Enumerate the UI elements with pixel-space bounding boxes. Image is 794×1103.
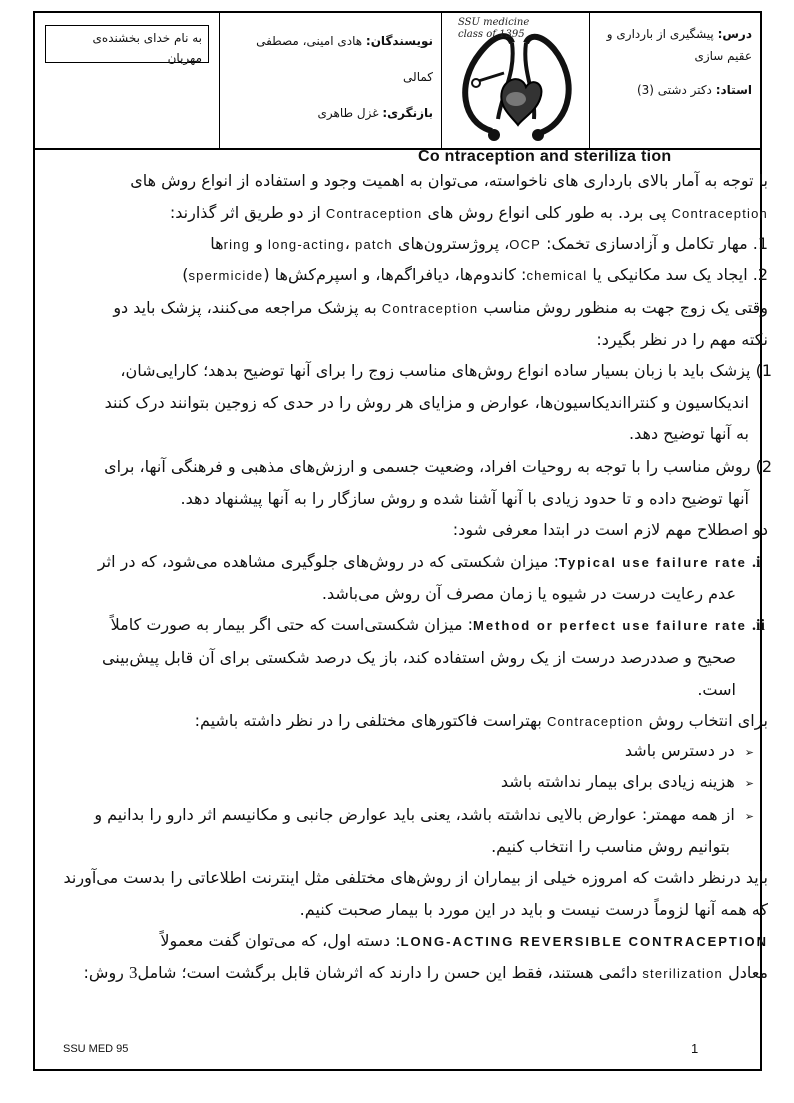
term-1-line-1 [98, 552, 772, 572]
bullet-item-2 [501, 772, 754, 791]
text-segment: ، [344, 234, 356, 253]
text-segment: ، پروژسترون‌های [392, 234, 510, 253]
term-ring: ring [223, 237, 251, 252]
paragraph-intro-line-1: با توجه به آمار بالای بارداری های ناخواسته، می‌توان به اهمیت وجود و استفاده از انواع روش های [130, 171, 768, 190]
paragraph-visit-line-1 [113, 298, 768, 317]
term-spermicide: spermicide [188, 268, 264, 283]
text-segment: بهتراست فاکتورهای مختلفی را در نظر داشته باشیم: [194, 711, 547, 730]
term-2-line-1 [111, 615, 772, 635]
paragraph-visit-line-2: نکته مهم را در نظر بگیرد: [596, 330, 768, 349]
note-1-line-3: به آنها توضیح دهد. [629, 424, 749, 443]
course-cell [590, 13, 760, 148]
reviewer-value: غزل طاهری [317, 106, 383, 120]
blessing-cell [35, 13, 220, 148]
bullet-item-3-line-2: بتوانیم روش مناسب را انتخاب کنیم. [491, 837, 730, 856]
text-segment: معادل [723, 963, 768, 982]
term-2-line-3: است. [697, 680, 736, 699]
bullet-text: هزینه زیادی برای بیمار نداشته باشد [500, 772, 735, 791]
term-method-use: Method or perfect use failure rate [473, 618, 747, 633]
course-value: پیشگیری از بارداری و [606, 27, 718, 41]
term-larc: LONG-ACTING REVERSIBLE CONTRACEPTION [400, 934, 768, 949]
text-segment: برای انتخاب روش [643, 711, 768, 730]
note-2-line-1: 2) روش مناسب را با توجه به روحیات افراد، وضعیت جسمی و ارزش‌های مذهبی و فرهنگی آنها، برای [104, 457, 772, 476]
term-typical-use: Typical use failure rate [558, 555, 747, 570]
text-segment: 1. مهار تکامل و آزادسازی تخمک: [541, 234, 768, 253]
text-segment: پی برد. به طور کلی انواع روش های [422, 203, 672, 222]
teacher-line [598, 79, 752, 101]
list-item-1 [210, 234, 768, 253]
note-2-line-2: آنها توضیح داده و تا حدود زیادی با آنها آشنا شده و روش سازگار را به آنها پیشنهاد دهد. [180, 489, 749, 508]
paragraph-larc-line-2 [84, 963, 768, 983]
text-segment: ) [182, 265, 189, 284]
course-line [598, 23, 752, 45]
term-contraception: Contraception [671, 206, 768, 221]
term-chemical: chemical [526, 268, 588, 283]
text-segment: : میزان شکستی که در روش‌های جلوگیری مشاهده می‌شود، که در اثر [97, 552, 559, 571]
arrow-bullet-icon: ➢ [744, 777, 754, 790]
bullet-item-1 [625, 741, 754, 760]
text-segment: و [250, 234, 268, 253]
text-segment: به پزشک مراجعه می‌کنند، پزشک باید دو [113, 298, 382, 317]
bullet-item-3-line-1 [94, 805, 754, 824]
roman-numeral-1: i. [752, 554, 761, 571]
term-contraception: Contraception [325, 206, 423, 221]
document-header [35, 13, 760, 150]
text-segment: 2. ایجاد یک سد مکانیکی یا [587, 265, 768, 284]
authors-label: نویسندگان: [365, 34, 433, 48]
page-title: Co ntraception and steriliza tion [418, 148, 672, 165]
logo-cell [442, 13, 590, 148]
term-long-acting: long-acting [267, 237, 345, 252]
text-segment: دائمی هستند، فقط این حسن را دارند که اثرشان قابل برگشت است؛ شامل [137, 963, 643, 982]
teacher-value: دکتر دشتی (3) [636, 83, 716, 97]
logo-caption-line-1: SSU medicine [458, 17, 530, 28]
authors-value: هادی امینی، مصطفی کمالی [256, 34, 433, 84]
paragraph-larc-line-1 [160, 931, 768, 950]
authors-cell [220, 13, 442, 148]
term-sterilization: sterilization [642, 966, 723, 981]
logo-caption-line-2: class of 1395 [458, 29, 525, 40]
term-contraception: Contraception [381, 301, 479, 316]
note-1-line-2: اندیکاسیون و کنترااندیکاسیون‌ها، عوارض و مزایای هر روش را در حدی که زوجین بتوانند درک کنند [104, 393, 749, 412]
text-segment: : میزان شکستی‌است که حتی اگر بیمار به صورت کاملاً [110, 615, 474, 634]
text-segment: وقتی یک زوج جهت به منظور روش مناسب [478, 298, 768, 317]
blessing-box [45, 25, 209, 63]
arrow-bullet-icon: ➢ [744, 746, 754, 759]
page-number: 1 [691, 1041, 699, 1056]
roman-numeral-2: ii. [752, 617, 765, 634]
arrow-bullet-icon: ➢ [744, 810, 754, 823]
paragraph-intro-line-2 [170, 203, 768, 222]
count-three: 3 [128, 963, 138, 982]
text-segment: : کاندوم‌ها، دیافراگم‌ها، و اسپرم‌کش‌ها ( [263, 265, 527, 284]
paragraph-internet-line-1: باید درنظر داشت که امروزه خیلی از بیماران از روش‌های مختلفی مثل اینترنت اطلاعاتی را بدست می‌آورند [63, 868, 768, 887]
reviewer-line [228, 95, 433, 131]
bullet-text: در دسترس باشد [624, 741, 735, 760]
term-ocp: OCP [509, 237, 542, 252]
teacher-label: استاد: [715, 83, 752, 97]
authors-line [228, 23, 433, 95]
blessing-line-1: به نام خدای بخشنده‌ی [92, 31, 202, 45]
footer-label: SSU MED 95 [63, 1043, 129, 1055]
text-segment: روش: [83, 963, 129, 982]
text-segment: : دسته اول، که می‌توان گفت معمولاً [160, 931, 401, 950]
course-line-2: عقیم سازی [694, 49, 752, 63]
term-1-line-2: عدم رعایت درست در شیوه یا زمان مصرف آن روش می‌باشد. [321, 584, 736, 603]
paragraph-terms: دو اصطلاح مهم لازم است در ابتدا معرفی شود: [452, 520, 768, 539]
term-2-line-2: صحیح و صددرصد درست از یک روش استفاده کند، باز یک درصد شکستی برای آن قابل پیش‌بینی [101, 648, 736, 667]
text-segment: از دو طریق اثر گذارند: [169, 203, 326, 222]
course-label: درس: [717, 27, 752, 41]
logo-caption [458, 17, 529, 41]
term-patch: patch [355, 237, 393, 252]
reviewer-label: بازنگری: [382, 106, 433, 120]
list-item-2 [182, 265, 768, 284]
note-1-line-1: 1) پزشک باید با زبان بسیار ساده انواع روش‌های مناسب زوج را برای آنها توضیح بدهد؛ کارایی‌شان، [120, 361, 772, 380]
bullet-text: از همه مهمتر: عوارض بالایی نداشته باشد، یعنی باید عوارض جانبی و مکانیسم اثر دارو را بدانیم و [94, 805, 735, 824]
paragraph-factors [195, 711, 768, 730]
paragraph-internet-line-2: که همه آنها لزوماً درست نیست و باید در این مورد با بیمار صحبت کنیم. [299, 900, 768, 919]
blessing-line-2: مهربان [167, 51, 202, 65]
text-segment: ها [210, 234, 224, 253]
term-contraception: Contraception [546, 714, 644, 729]
